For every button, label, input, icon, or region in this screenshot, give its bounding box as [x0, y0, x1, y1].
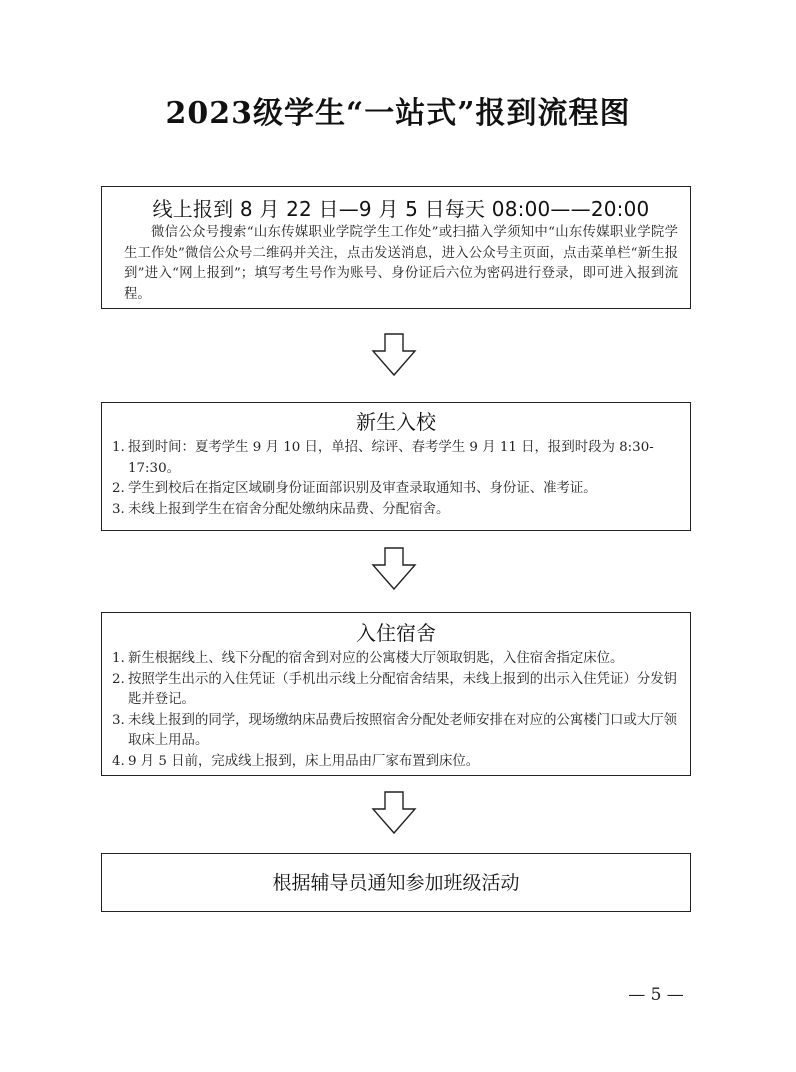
item-number: 4.: [112, 753, 125, 769]
list-item: [112, 711, 680, 752]
down-arrow-icon: [371, 547, 417, 591]
down-arrow-icon: [371, 333, 417, 377]
step-arrival: [101, 402, 691, 531]
list-item: [112, 438, 680, 479]
list-item: [112, 649, 680, 670]
step-item-list: [112, 438, 680, 520]
item-number: 3.: [112, 501, 125, 517]
item-text: 9 月 5 日前，完成线上报到，床上用品由厂家布置到床位。: [128, 753, 480, 769]
item-text: 报到时间：夏考学生 9 月 10 日，单招、综评、春考学生 9 月 11 日，报到时段为 8:30-17:30。: [128, 440, 654, 476]
list-item: [112, 479, 680, 500]
list-item: [112, 752, 680, 773]
item-text: 按照学生出示的入住凭证（手机出示线上分配宿舍结果，未线上报到的出示入住凭证）分发钥匙并登记。: [128, 671, 678, 707]
page-title: 2023级学生“一站式”报到流程图: [165, 96, 631, 131]
down-arrow-icon: [371, 791, 417, 835]
step-heading: 新生入校: [356, 410, 436, 434]
step-class-activity: [101, 853, 691, 912]
step-online-registration: [101, 186, 691, 309]
list-item: [112, 500, 680, 521]
item-number: 1.: [112, 440, 125, 455]
list-item: [112, 670, 680, 711]
page-number: — 5 —: [628, 985, 684, 1005]
item-number: 2.: [112, 671, 125, 687]
item-text: 未线上报到的同学，现场缴纳床品费后按照宿舍分配处老师安排在对应的公寓楼门口或大厅领取床上用品。: [128, 712, 678, 748]
step-item-list: [112, 649, 680, 772]
item-text: 学生到校后在指定区域刷身份证面部识别及审查录取通知书、身份证、准考证。: [128, 481, 597, 496]
item-number: 3.: [112, 712, 125, 728]
step-description: 微信公众号搜索“山东传媒职业学院学生工作处”或扫描入学须知中“山东传媒职业学院学生工作处”微信公众号二维码并关注，点击发送消息，进入公众号主页面，点击菜单栏“新生报到”进入“网上报到”；填写考生号作为账号、身份证后六位为密码进行登录，即可进入报到流程。: [124, 225, 678, 302]
step-dormitory: [101, 612, 691, 776]
step-heading: 根据辅导员通知参加班级活动: [272, 871, 520, 894]
step-heading: 入住宿舍: [356, 621, 436, 645]
item-text: 新生根据线上、线下分配的宿舍到对应的公寓楼大厅领取钥匙，入住宿舍指定床位。: [128, 651, 624, 666]
step-heading: 线上报到 8 月 22 日—9 月 5 日每天 08:00——20:00: [152, 197, 650, 221]
item-number: 1.: [112, 651, 125, 666]
item-number: 2.: [112, 481, 125, 496]
item-text: 未线上报到学生在宿舍分配处缴纳床品费、分配宿舍。: [128, 501, 450, 517]
